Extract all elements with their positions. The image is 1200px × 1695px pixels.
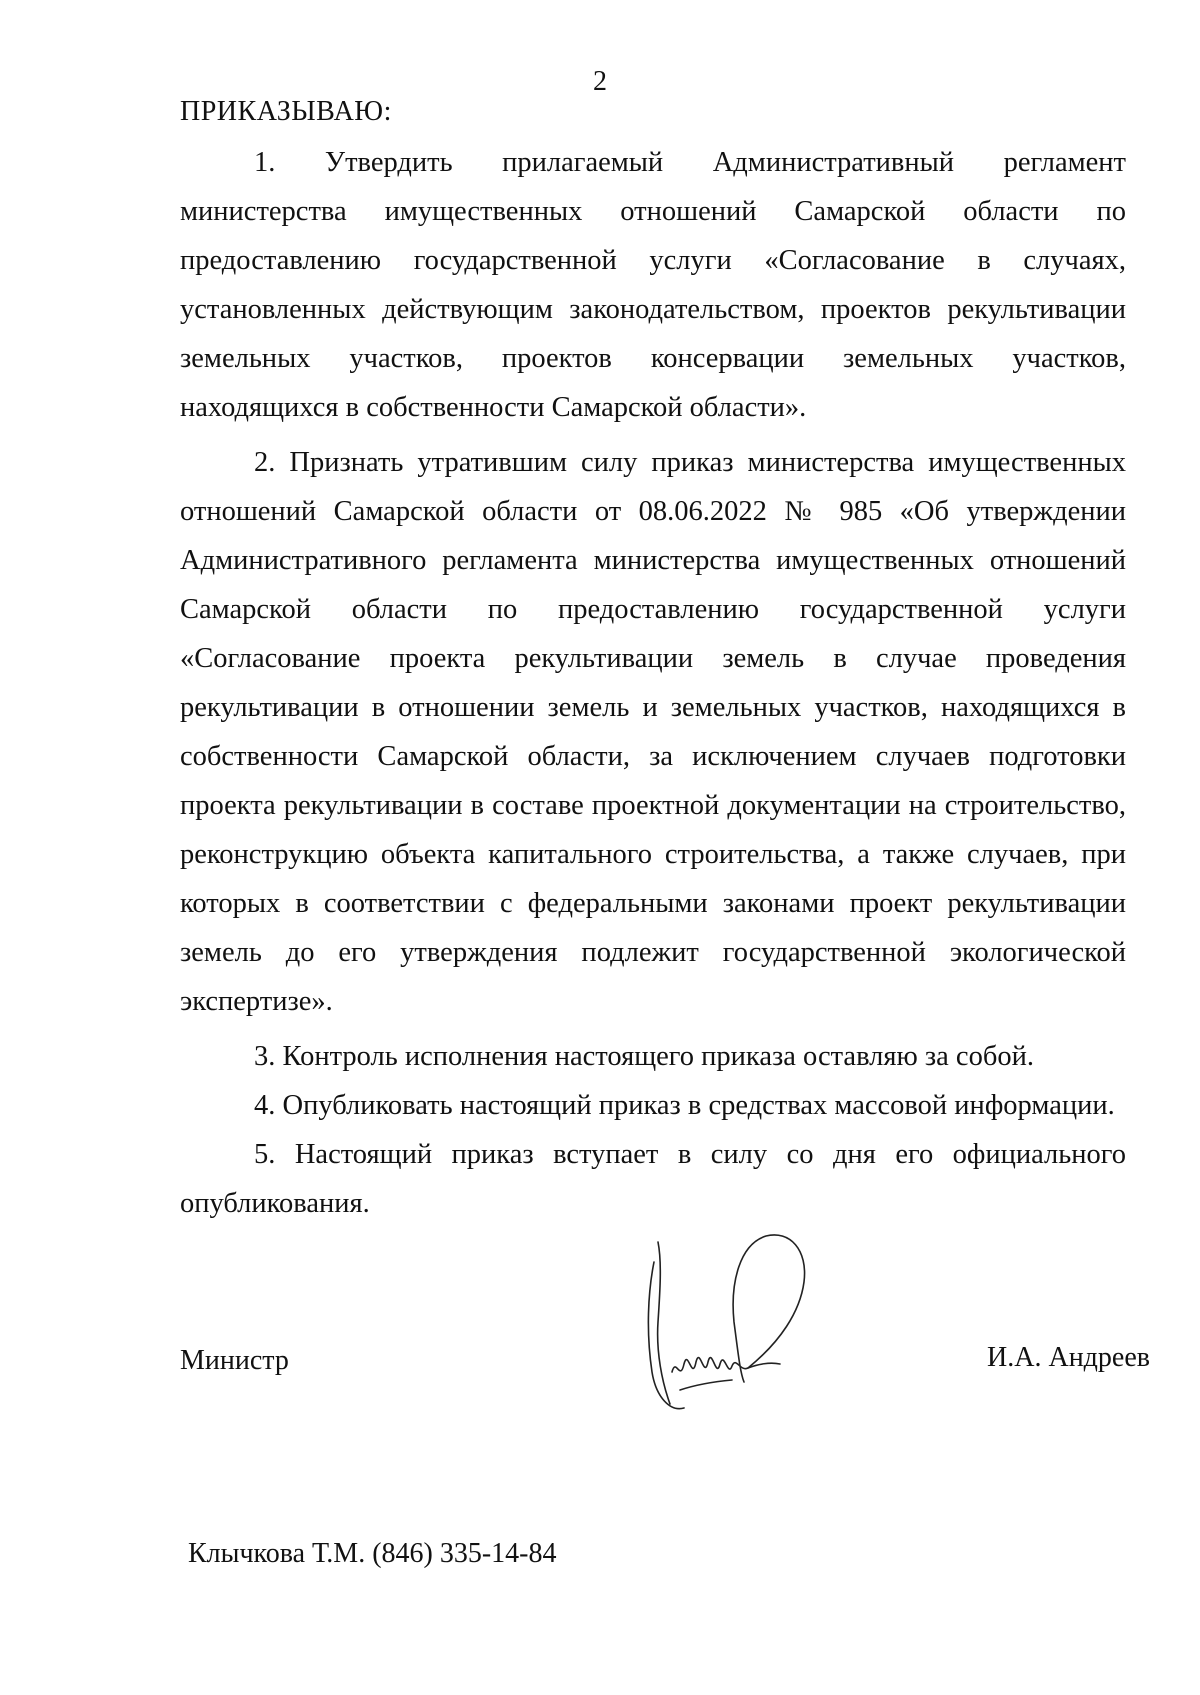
signature-block [180, 1240, 1150, 1400]
decree-item-3: 3. Контроль исполнения настоящего приказа оставляю за собой. [254, 1041, 1034, 1072]
signer-name: И.А. Андреев [987, 1342, 1150, 1373]
decree-item-4: 4. Опубликовать настоящий приказ в средствах массовой информации. [254, 1090, 1115, 1121]
decree-body [180, 138, 1126, 1234]
decree-item-5: 5. Настоящий приказ вступает в силу со дня его официального опубликования. [180, 1139, 1126, 1219]
executor-contact: Клычкова Т.М. (846) 335-14-84 [188, 1538, 557, 1569]
page-number: 2 [593, 66, 607, 97]
decree-heading: ПРИКАЗЫВАЮ: [180, 96, 392, 127]
decree-item-2: 2. Признать утратившим силу приказ министерства имущественных отношений Самарской области от 08.06.2022 № 985 «Об утверждении Административного регламента министерства имущественных отношений Самарской области по предоставлению государственной услуги «Согласование проекта рекультивации земель в случае проведения рекультивации в отношении земель и земельных участков, находящихся в собственности Самарской области, за исключением случаев подготовки проекта рекультивации в составе проектной документации на строительство, реконструкцию объекта капитального строительства, а также случаев, при которых в соответствии с федеральными законами проект рекультивации земель до его утверждения подлежит государственной экологической экспертизе». [180, 447, 1126, 1017]
decree-item-1: 1. Утвердить прилагаемый Административный регламент министерства имущественных отношений Самарской области по предоставлению государственной услуги «Согласование в случаях, установленных действующим законодательством, проектов рекультивации земельных участков, проектов консервации земельных участков, находящихся в собственности Самарской области». [180, 147, 1126, 423]
signer-position: Министр [180, 1345, 289, 1376]
handwritten-signature [640, 1222, 820, 1422]
